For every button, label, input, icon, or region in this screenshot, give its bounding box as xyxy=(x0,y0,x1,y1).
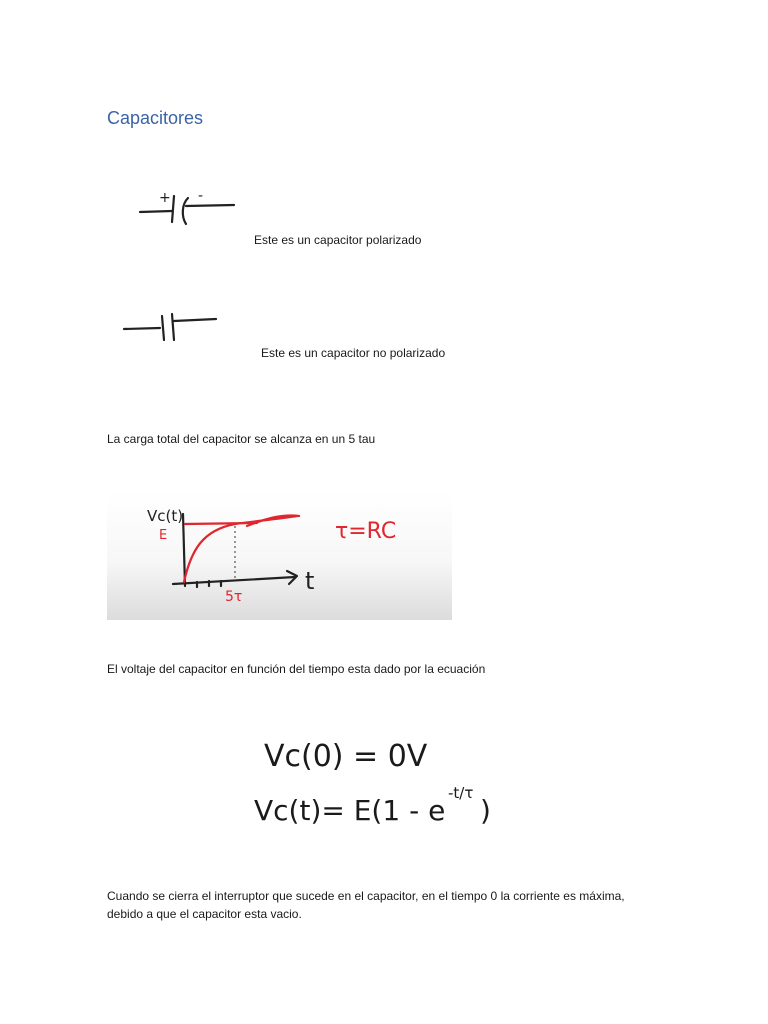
charging-curve-image xyxy=(107,490,452,620)
polarized-caption: Este es un capacitor polarizado xyxy=(254,233,422,247)
voltage-time-equation: Vc(t)= E(1 - e xyxy=(254,794,446,827)
voltage-paragraph: El voltaje del capacitor en función del tiempo esta dado por la ecuación xyxy=(107,662,486,676)
page-title: Capacitores xyxy=(107,108,204,128)
switch-line-1: Cuando se cierra el interruptor que sucede en el capacitor, en el tiempo 0 la corriente es máxima, xyxy=(107,889,625,903)
switch-paragraph xyxy=(107,887,625,923)
nonpolarized-caption: Este es un capacitor no polarizado xyxy=(261,346,446,360)
closing-parenthesis: ) xyxy=(480,794,491,827)
nonpolarized-capacitor-symbol xyxy=(120,308,220,344)
plus-sign: + xyxy=(159,190,171,206)
e-label: E xyxy=(159,528,168,543)
minus-sign: - xyxy=(198,188,204,204)
polarized-capacitor-symbol xyxy=(136,186,240,228)
exponent-term: -t/τ xyxy=(448,784,474,802)
switch-line-2: debido a que el capacitor esta vacio. xyxy=(107,907,302,921)
t-axis-label: t xyxy=(305,567,315,595)
voltage-equations-image xyxy=(252,722,502,834)
charge-paragraph: La carga total del capacitor se alcanza en un 5 tau xyxy=(107,432,376,446)
five-tau-label: 5τ xyxy=(225,589,243,605)
vc-axis-label: Vc(t) xyxy=(147,507,184,525)
initial-voltage-equation: Vc(0) = 0V xyxy=(264,739,428,774)
tau-rc-formula: τ=RC xyxy=(335,519,397,544)
